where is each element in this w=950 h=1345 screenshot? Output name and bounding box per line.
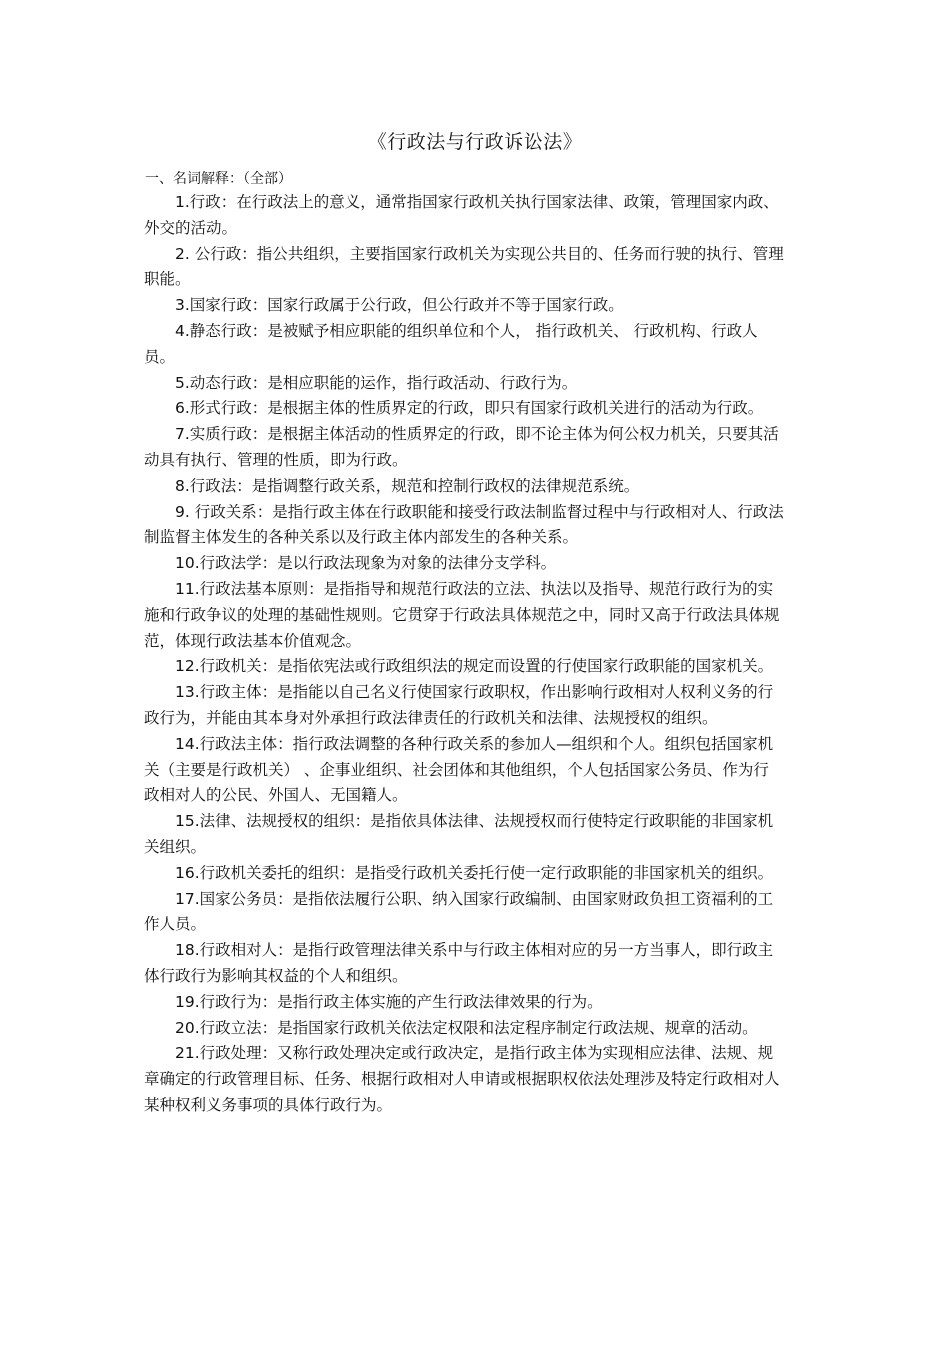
definition-paragraph: 18.行政相对人：是指行政管理法律关系中与行政主体相对应的另一方当事人，即行政主体行政行为影响其权益的个人和组织。	[144, 941, 774, 985]
definitions-body	[144, 190, 784, 1119]
section-heading: 一、名词解释：（全部）	[145, 171, 292, 187]
document-title: 《行政法与行政诉讼法》	[367, 131, 583, 153]
definition-paragraph: 9. 行政关系：是指行政主体在行政职能和接受行政法制监督过程中与行政相对人、行政法制监督主体发生的各种关系以及行政主体内部发生的各种关系。	[144, 502, 784, 547]
definition-paragraph: 21.行政处理：又称行政处理决定或行政决定，是指行政主体为实现相应法律、法规、规章确定的行政管理目标、任务、根据行政相对人申请或根据职权依法处理涉及特定行政相对人某种权利义务事项的具体行政行为。	[144, 1044, 780, 1114]
definition-paragraph: 19.行政行为：是指行政主体实施的产生行政法律效果的行为。	[175, 992, 603, 1011]
definition-paragraph: 20.行政立法：是指国家行政机关依法定权限和法定程序制定行政法规、规章的活动。	[175, 1018, 758, 1037]
definition-paragraph: 15.法律、法规授权的组织：是指依具体法律、法规授权而行使特定行政职能的非国家机关组织。	[144, 812, 774, 856]
definition-paragraph: 17.国家公务员：是指依法履行公职、纳入国家行政编制、由国家财政负担工资福利的工作人员。	[144, 889, 774, 934]
definition-paragraph: 7.实质行政：是根据主体活动的性质界定的行政，即不论主体为何公权力机关，只要其活动具有执行、管理的性质，即为行政。	[144, 425, 779, 469]
definition-paragraph: 5.动态行政：是相应职能的运作，指行政活动、行政行为。	[175, 373, 578, 392]
definition-paragraph: 4.静态行政：是被赋予相应职能的组织单位和个人， 指行政机关、 行政机构、行政人员。	[144, 321, 758, 366]
definition-paragraph: 8.行政法：是指调整行政关系，规范和控制行政权的法律规范系统。	[175, 476, 640, 495]
definition-paragraph: 6.形式行政：是根据主体的性质界定的行政，即只有国家行政机关进行的活动为行政。	[175, 399, 764, 418]
definition-paragraph: 2. 公行政：指公共组织，主要指国家行政机关为实现公共目的、任务而行驶的执行、管理职能。	[144, 244, 784, 289]
definition-paragraph: 10.行政法学：是以行政法现象为对象的法律分支学科。	[175, 554, 557, 573]
definition-paragraph: 14.行政法主体：指行政法调整的各种行政关系的参加人—组织和个人。组织包括国家机关（主要是行政机关） 、企事业组织、社会团体和其他组织，个人包括国家公务员、作为行政相对人的公民、外国人、无国籍人。	[144, 734, 774, 805]
definition-paragraph: 12.行政机关：是指依宪法或行政组织法的规定而设置的行使国家行政职能的国家机关。	[175, 657, 774, 676]
definition-paragraph: 16.行政机关委托的组织：是指受行政机关委托行使一定行政职能的非国家机关的组织。	[175, 863, 774, 882]
definition-paragraph: 11.行政法基本原则：是指指导和规范行政法的立法、执法以及指导、规范行政行为的实施和行政争议的处理的基础性规则。它贯穿于行政法具体规范之中，同时又高于行政法具体规范，体现行政法基本价值观念。	[144, 579, 780, 650]
definition-paragraph: 1.行政：在行政法上的意义，通常指国家行政机关执行国家法律、政策，管理国家内政、外交的活动。	[144, 193, 779, 237]
definition-paragraph: 13.行政主体：是指能以自己名义行使国家行政职权，作出影响行政相对人权利义务的行政行为，并能由其本身对外承担行政法律责任的行政机关和法律、法规授权的组织。	[144, 683, 774, 727]
definition-paragraph: 3.国家行政：国家行政属于公行政，但公行政并不等于国家行政。	[175, 296, 624, 315]
